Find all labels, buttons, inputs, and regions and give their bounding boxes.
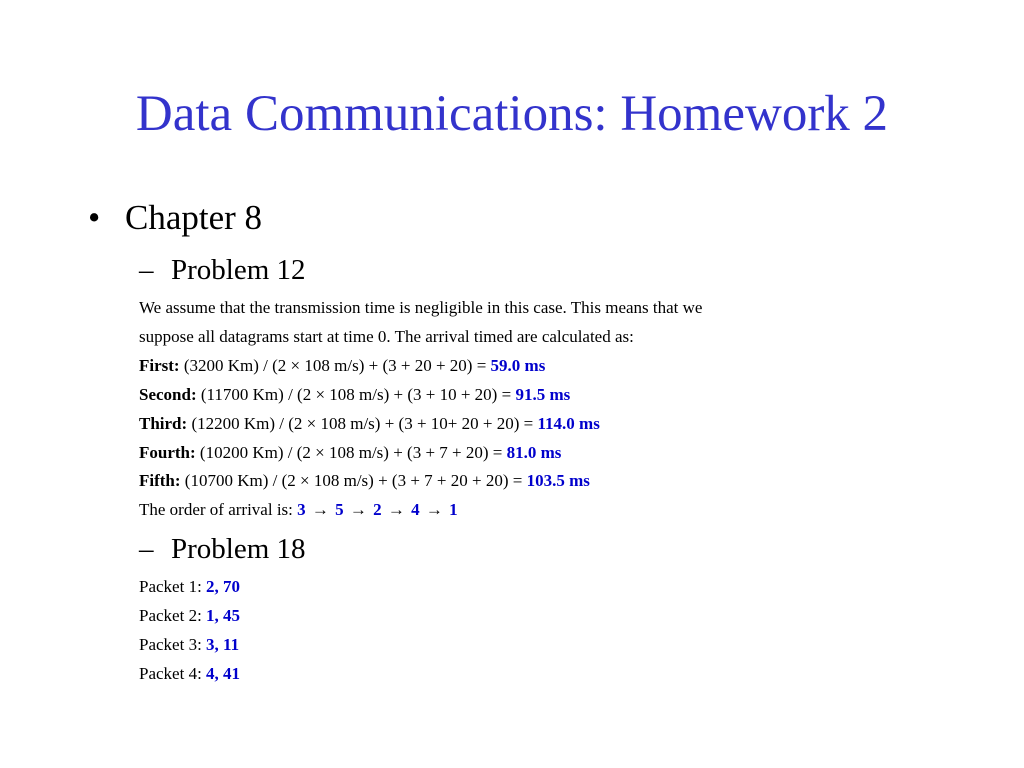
problem-12-heading — [139, 253, 306, 287]
problem-12-intro-line-2: suppose all datagrams start at time 0. The arrival timed are calculated as: — [139, 327, 634, 346]
calc-expression: (10700 Km) / (2 × 108 m/s) + (3 + 7 + 20 + 20) = — [184, 471, 527, 490]
problem-18-label: Problem 18 — [171, 533, 306, 565]
packet-label: Packet 3: — [139, 635, 207, 654]
calc-line-first — [139, 355, 545, 377]
packet-line-2 — [139, 605, 240, 627]
order-item: 3 — [297, 500, 306, 519]
calc-expression: (10200 Km) / (2 × 108 m/s) + (3 + 7 + 20) = — [199, 443, 507, 462]
calc-line-second — [139, 384, 570, 406]
order-item: 2 — [373, 500, 382, 519]
order-item: 1 — [449, 500, 458, 519]
arrival-order-line — [139, 499, 458, 521]
calc-expression: (12200 Km) / (2 × 108 m/s) + (3 + 10+ 20 + 20) = — [191, 414, 538, 433]
calc-line-third — [139, 413, 600, 435]
arrow-right-icon: → — [425, 500, 443, 519]
chapter-label: Chapter 8 — [125, 198, 263, 237]
order-item: 4 — [411, 500, 420, 519]
dash-icon: – — [139, 533, 154, 565]
problem-12-label: Problem 12 — [171, 254, 306, 286]
packet-value: 1, 45 — [206, 606, 241, 625]
dash-icon: – — [139, 254, 154, 286]
problem-12-intro-line-1: We assume that the transmission time is negligible in this case. This means that we — [139, 298, 703, 317]
calc-label: Fourth: — [139, 443, 196, 462]
calc-label: Third: — [139, 414, 188, 433]
order-item: 5 — [335, 500, 344, 519]
chapter-bullet — [88, 197, 262, 239]
calc-label: Second: — [139, 385, 197, 404]
packet-line-3 — [139, 634, 239, 656]
problem-18-heading — [139, 532, 306, 566]
packet-label: Packet 2: — [139, 606, 207, 625]
calc-label: Fifth: — [139, 471, 181, 490]
packet-value: 3, 11 — [206, 635, 240, 654]
arrow-right-icon: → — [349, 500, 367, 519]
calc-result: 59.0 ms — [490, 356, 546, 375]
calc-result: 103.5 ms — [526, 471, 590, 490]
bullet-icon: • — [88, 198, 101, 237]
calc-result: 91.5 ms — [515, 385, 571, 404]
calc-expression: (3200 Km) / (2 × 108 m/s) + (3 + 20 + 20) = — [183, 356, 491, 375]
packet-line-4 — [139, 663, 240, 685]
calc-expression: (11700 Km) / (2 × 108 m/s) + (3 + 10 + 20) = — [200, 385, 516, 404]
packet-value: 4, 41 — [206, 664, 241, 683]
packet-line-1 — [139, 576, 240, 598]
packet-label: Packet 1: — [139, 577, 207, 596]
arrow-right-icon: → — [387, 500, 405, 519]
packet-label: Packet 4: — [139, 664, 207, 683]
calc-result: 81.0 ms — [506, 443, 562, 462]
calc-line-fifth — [139, 470, 590, 492]
arrival-order-label: The order of arrival is: — [139, 500, 298, 519]
slide-title: Data Communications: Homework 2 — [135, 86, 889, 142]
calc-label: First: — [139, 356, 180, 375]
arrow-right-icon: → — [311, 500, 329, 519]
packet-value: 2, 70 — [206, 577, 241, 596]
calc-result: 114.0 ms — [537, 414, 600, 433]
calc-line-fourth — [139, 442, 561, 464]
